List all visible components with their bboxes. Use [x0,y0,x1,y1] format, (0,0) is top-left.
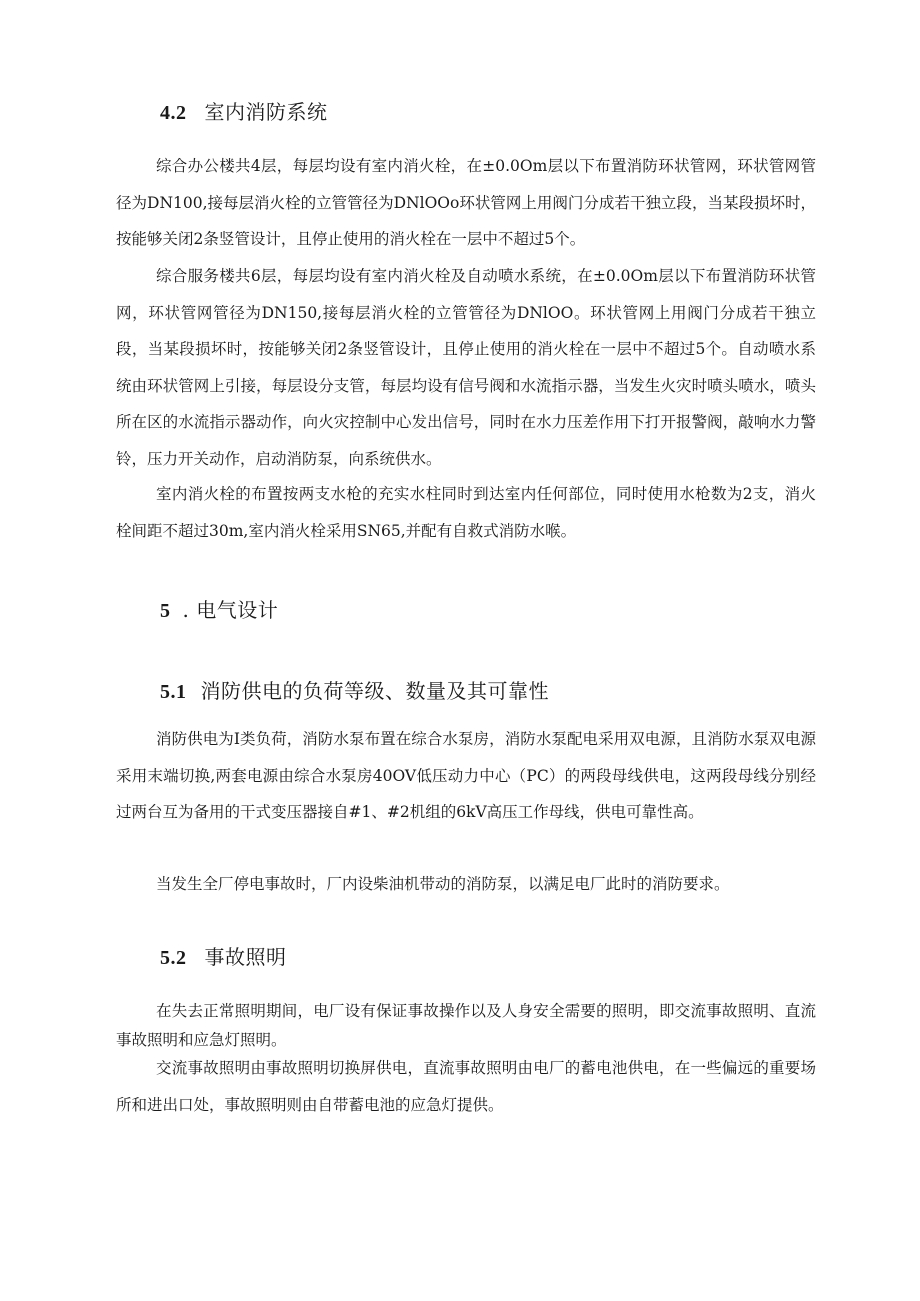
section-heading-5-2 [160,941,287,970]
section-title: 消防供电的负荷等级、数量及其可靠性 [200,679,549,703]
section-number: 4.2 [160,102,187,124]
paragraph: 消防供电为I类负荷，消防水泵布置在综合水泵房，消防水泵配电采用双电源，且消防水泵双电源采用末端切换,两套电源由综合水泵房40OV低压动力中心（PC）的两段母线供电，这两段母线分别经过两台互为备用的干式变压器接自#1、#2机组的6kV高压工作母线，供电可靠性高。 [116,730,816,821]
section-number: 5 [160,600,171,622]
section-title: 事故照明 [204,945,287,969]
paragraph: 综合办公楼共4层，每层均设有室内消火栓，在±0.0Om层以下布置消防环状管网，环状管网管径为DN100,接每层消火栓的立管管径为DNlOOo环状管网上用阀门分成若干独立段，当某段损坏时，按能够关闭2条竖管设计，且停止使用的消火栓在一层中不超过5个。 [116,157,816,248]
paragraph: 当发生全厂停电事故时，厂内设柴油机带动的消防泵，以满足电厂此时的消防要求。 [156,875,730,893]
section-heading-5-1 [160,675,549,704]
paragraph: 室内消火栓的布置按两支水枪的充实水柱同时到达室内任何部位，同时使用水枪数为2支，消火栓间距不超过30m,室内消火栓采用SN65,并配有自救式消防水喉。 [116,485,816,540]
section-heading-5 [160,594,278,623]
section-title: 室内消防系统 [204,100,328,124]
section-title: . 电气设计 [182,598,279,622]
paragraph: 在失去正常照明期间，电厂设有保证事故操作以及人身安全需要的照明，即交流事故照明、直流事故照明和应急灯照明。 [116,1002,816,1049]
paragraph: 综合服务楼共6层，每层均设有室内消火栓及自动喷水系统，在±0.0Om层以下布置消防环状管网，环状管网管径为DN150,接每层消火栓的立管管径为DNlOO。环状管网上用阀门分成若干独立段，当某段损坏时，按能够关闭2条竖管设计，且停止使用的消火栓在一层中不超过5个。自动喷水系统由环状管网上引接，每层设分支管，每层均设有信号阀和水流指示器，当发生火灾时喷头喷水，喷头所在区的水流指示器动作，向火灾控制中心发出信号，同时在水力压差作用下打开报警阀，敲响水力警铃，压力开关动作，启动消防泵，向系统供水。 [116,267,816,468]
section-heading-4-2 [160,96,328,125]
section-number: 5.1 [160,681,187,703]
section-number: 5.2 [160,947,187,969]
paragraph: 交流事故照明由事故照明切换屏供电，直流事故照明由电厂的蓄电池供电，在一些偏远的重要场所和进出口处，事故照明则由自带蓄电池的应急灯提供。 [116,1059,816,1114]
